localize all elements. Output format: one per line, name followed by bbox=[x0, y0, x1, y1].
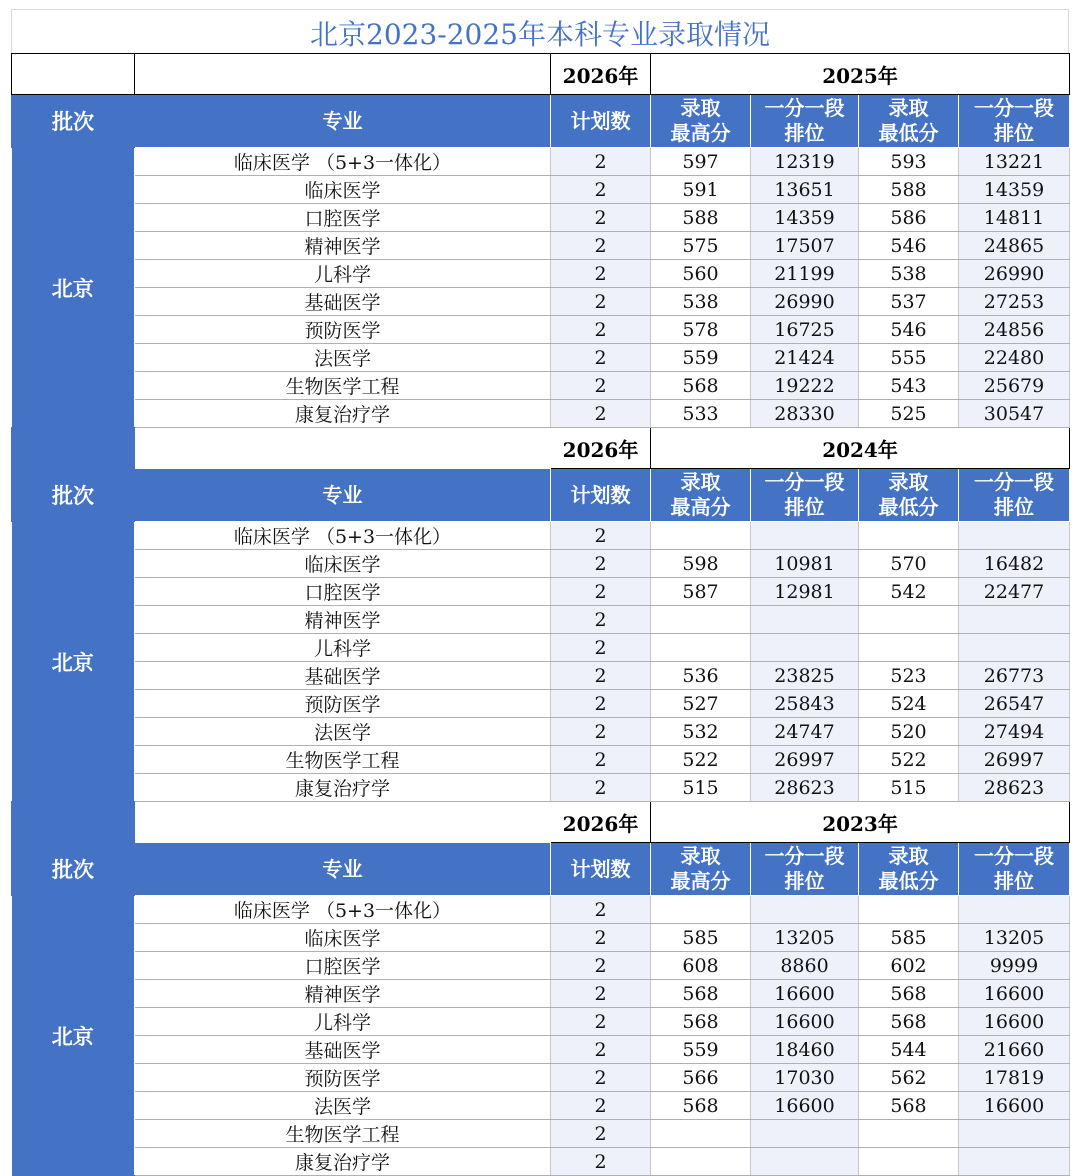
table-row bbox=[12, 1148, 1070, 1176]
table-row bbox=[12, 896, 1070, 924]
plan-cell: 2 bbox=[551, 774, 651, 802]
max-rank-cell: 21199 bbox=[751, 260, 859, 288]
blank-cell bbox=[135, 54, 551, 95]
max-rank-cell bbox=[751, 1148, 859, 1176]
column-header-row bbox=[12, 843, 1070, 896]
max-rank-cell: 16600 bbox=[751, 1008, 859, 1036]
major-cell: 预防医学 bbox=[135, 316, 551, 344]
min-score-cell: 542 bbox=[859, 578, 959, 606]
major-header: 专业 bbox=[135, 95, 551, 148]
major-cell: 基础医学 bbox=[135, 288, 551, 316]
min-score-cell: 568 bbox=[859, 1092, 959, 1120]
major-header: 专业 bbox=[135, 469, 551, 522]
major-cell: 儿科学 bbox=[135, 634, 551, 662]
min-score-cell: 522 bbox=[859, 746, 959, 774]
max-rank-header: 一分一段 排位 bbox=[751, 843, 859, 896]
min-rank-cell: 16600 bbox=[959, 1092, 1070, 1120]
plan-cell: 2 bbox=[551, 1120, 651, 1148]
table-row bbox=[12, 924, 1070, 952]
max-rank-cell: 23825 bbox=[751, 662, 859, 690]
plan-cell: 2 bbox=[551, 316, 651, 344]
table-row bbox=[12, 1092, 1070, 1120]
blank-cell bbox=[135, 802, 551, 843]
plan-cell: 2 bbox=[551, 204, 651, 232]
max-score-cell: 587 bbox=[651, 578, 751, 606]
min-score-cell: 515 bbox=[859, 774, 959, 802]
max-rank-cell: 8860 bbox=[751, 952, 859, 980]
plan-cell: 2 bbox=[551, 1008, 651, 1036]
plan-cell: 2 bbox=[551, 634, 651, 662]
plan-cell: 2 bbox=[551, 260, 651, 288]
major-cell: 精神医学 bbox=[135, 980, 551, 1008]
table-row bbox=[12, 232, 1070, 260]
max-rank-cell: 17030 bbox=[751, 1064, 859, 1092]
min-rank-cell: 16600 bbox=[959, 1008, 1070, 1036]
max-score-cell: 568 bbox=[651, 1092, 751, 1120]
plan-cell: 2 bbox=[551, 924, 651, 952]
max-score-cell: 560 bbox=[651, 260, 751, 288]
min-rank-header: 一分一段 排位 bbox=[959, 843, 1070, 896]
min-score-cell: 543 bbox=[859, 372, 959, 400]
major-cell: 生物医学工程 bbox=[135, 1120, 551, 1148]
min-rank-cell: 27494 bbox=[959, 718, 1070, 746]
major-cell: 基础医学 bbox=[135, 662, 551, 690]
min-rank-cell: 17819 bbox=[959, 1064, 1070, 1092]
max-score-cell bbox=[651, 634, 751, 662]
table-row bbox=[12, 316, 1070, 344]
max-score-cell: 575 bbox=[651, 232, 751, 260]
max-rank-cell: 13205 bbox=[751, 924, 859, 952]
plan-cell: 2 bbox=[551, 176, 651, 204]
max-score-cell: 578 bbox=[651, 316, 751, 344]
plan-cell: 2 bbox=[551, 400, 651, 428]
max-rank-cell: 10981 bbox=[751, 550, 859, 578]
major-cell: 法医学 bbox=[135, 344, 551, 372]
min-score-cell bbox=[859, 606, 959, 634]
major-header: 专业 bbox=[135, 843, 551, 896]
year-header-row bbox=[12, 802, 1070, 843]
min-rank-cell: 13221 bbox=[959, 148, 1070, 176]
batch-corner bbox=[12, 54, 135, 95]
min-score-cell: 523 bbox=[859, 662, 959, 690]
min-rank-cell bbox=[959, 634, 1070, 662]
plan-cell: 2 bbox=[551, 1036, 651, 1064]
table-row bbox=[12, 980, 1070, 1008]
plan-cell: 2 bbox=[551, 952, 651, 980]
max-score-cell: 568 bbox=[651, 1008, 751, 1036]
plan-year-label: 2026年 bbox=[551, 54, 651, 95]
plan-cell: 2 bbox=[551, 372, 651, 400]
max-score-cell bbox=[651, 1120, 751, 1148]
plan-year-label: 2026年 bbox=[551, 428, 651, 469]
max-rank-cell bbox=[751, 606, 859, 634]
max-score-cell: 559 bbox=[651, 344, 751, 372]
table-row bbox=[12, 550, 1070, 578]
min-score-cell: 570 bbox=[859, 550, 959, 578]
plan-cell: 2 bbox=[551, 1148, 651, 1176]
min-rank-cell: 26547 bbox=[959, 690, 1070, 718]
max-score-header: 录取 最高分 bbox=[651, 95, 751, 148]
max-rank-cell: 28623 bbox=[751, 774, 859, 802]
table-row bbox=[12, 606, 1070, 634]
plan-cell: 2 bbox=[551, 690, 651, 718]
table-row bbox=[12, 176, 1070, 204]
table-row bbox=[12, 746, 1070, 774]
major-cell: 临床医学 （5+3一体化） bbox=[135, 896, 551, 924]
plan-header: 计划数 bbox=[551, 469, 651, 522]
max-score-cell: 527 bbox=[651, 690, 751, 718]
table-row bbox=[12, 400, 1070, 428]
plan-cell: 2 bbox=[551, 550, 651, 578]
plan-cell: 2 bbox=[551, 606, 651, 634]
batch-header: 批次 bbox=[12, 95, 135, 148]
max-rank-cell: 21424 bbox=[751, 344, 859, 372]
plan-header: 计划数 bbox=[551, 843, 651, 896]
min-rank-cell bbox=[959, 522, 1070, 550]
table-row bbox=[12, 718, 1070, 746]
table-row bbox=[12, 1064, 1070, 1092]
batch-corner bbox=[12, 428, 135, 469]
min-score-header: 录取 最低分 bbox=[859, 843, 959, 896]
column-header-row bbox=[12, 95, 1070, 148]
batch-corner bbox=[12, 802, 135, 843]
max-rank-header: 一分一段 排位 bbox=[751, 95, 859, 148]
major-cell: 口腔医学 bbox=[135, 578, 551, 606]
batch-header: 批次 bbox=[12, 469, 135, 522]
min-rank-cell: 16482 bbox=[959, 550, 1070, 578]
plan-cell: 2 bbox=[551, 1064, 651, 1092]
major-cell: 基础医学 bbox=[135, 1036, 551, 1064]
plan-cell: 2 bbox=[551, 578, 651, 606]
min-score-cell: 546 bbox=[859, 232, 959, 260]
min-rank-cell: 21660 bbox=[959, 1036, 1070, 1064]
table-row bbox=[12, 522, 1070, 550]
min-score-cell: 546 bbox=[859, 316, 959, 344]
min-score-cell: 568 bbox=[859, 980, 959, 1008]
min-rank-cell bbox=[959, 896, 1070, 924]
blank-cell bbox=[135, 428, 551, 469]
plan-cell: 2 bbox=[551, 148, 651, 176]
max-rank-cell: 16600 bbox=[751, 1092, 859, 1120]
max-score-cell: 608 bbox=[651, 952, 751, 980]
table-row bbox=[12, 148, 1070, 176]
min-rank-cell: 22477 bbox=[959, 578, 1070, 606]
max-rank-cell bbox=[751, 1120, 859, 1148]
plan-cell: 2 bbox=[551, 232, 651, 260]
max-rank-cell bbox=[751, 522, 859, 550]
year-header-row bbox=[12, 428, 1070, 469]
max-rank-cell: 12981 bbox=[751, 578, 859, 606]
plan-cell: 2 bbox=[551, 980, 651, 1008]
table-row bbox=[12, 1008, 1070, 1036]
max-score-cell bbox=[651, 606, 751, 634]
min-score-cell: 537 bbox=[859, 288, 959, 316]
table-row bbox=[12, 1120, 1070, 1148]
max-rank-header: 一分一段 排位 bbox=[751, 469, 859, 522]
min-rank-cell: 27253 bbox=[959, 288, 1070, 316]
min-rank-cell: 16600 bbox=[959, 980, 1070, 1008]
max-rank-cell: 19222 bbox=[751, 372, 859, 400]
max-rank-cell bbox=[751, 634, 859, 662]
major-cell: 儿科学 bbox=[135, 260, 551, 288]
max-rank-cell: 17507 bbox=[751, 232, 859, 260]
max-score-cell: 568 bbox=[651, 372, 751, 400]
max-score-cell: 533 bbox=[651, 400, 751, 428]
column-header-row bbox=[12, 469, 1070, 522]
plan-cell: 2 bbox=[551, 522, 651, 550]
min-rank-cell: 24865 bbox=[959, 232, 1070, 260]
min-rank-cell: 14811 bbox=[959, 204, 1070, 232]
max-score-header: 录取 最高分 bbox=[651, 469, 751, 522]
plan-cell: 2 bbox=[551, 896, 651, 924]
table-row bbox=[12, 774, 1070, 802]
max-score-cell: 515 bbox=[651, 774, 751, 802]
major-cell: 临床医学 （5+3一体化） bbox=[135, 522, 551, 550]
major-cell: 口腔医学 bbox=[135, 204, 551, 232]
data-year-label: 2024年 bbox=[651, 428, 1070, 469]
plan-cell: 2 bbox=[551, 1092, 651, 1120]
max-rank-cell: 16725 bbox=[751, 316, 859, 344]
max-score-header: 录取 最高分 bbox=[651, 843, 751, 896]
major-cell: 精神医学 bbox=[135, 232, 551, 260]
major-cell: 精神医学 bbox=[135, 606, 551, 634]
min-score-cell bbox=[859, 1148, 959, 1176]
min-score-header: 录取 最低分 bbox=[859, 95, 959, 148]
major-cell: 临床医学 bbox=[135, 550, 551, 578]
plan-header: 计划数 bbox=[551, 95, 651, 148]
min-score-cell bbox=[859, 896, 959, 924]
data-year-label: 2023年 bbox=[651, 802, 1070, 843]
min-score-cell: 593 bbox=[859, 148, 959, 176]
max-score-cell bbox=[651, 896, 751, 924]
major-cell: 口腔医学 bbox=[135, 952, 551, 980]
plan-cell: 2 bbox=[551, 344, 651, 372]
min-rank-cell: 26997 bbox=[959, 746, 1070, 774]
min-rank-cell: 22480 bbox=[959, 344, 1070, 372]
max-rank-cell: 13651 bbox=[751, 176, 859, 204]
max-score-cell: 588 bbox=[651, 204, 751, 232]
min-rank-header: 一分一段 排位 bbox=[959, 469, 1070, 522]
table-row bbox=[12, 578, 1070, 606]
min-score-cell bbox=[859, 522, 959, 550]
table-row bbox=[12, 662, 1070, 690]
min-rank-cell bbox=[959, 606, 1070, 634]
min-rank-cell: 14359 bbox=[959, 176, 1070, 204]
min-score-cell: 585 bbox=[859, 924, 959, 952]
min-score-cell bbox=[859, 634, 959, 662]
min-rank-cell: 26773 bbox=[959, 662, 1070, 690]
table-row bbox=[12, 344, 1070, 372]
min-score-cell: 586 bbox=[859, 204, 959, 232]
batch-cell: 北京 bbox=[12, 148, 135, 428]
batch-cell: 北京 bbox=[12, 522, 135, 802]
min-score-cell: 538 bbox=[859, 260, 959, 288]
max-score-cell bbox=[651, 522, 751, 550]
max-rank-cell: 18460 bbox=[751, 1036, 859, 1064]
max-score-cell: 522 bbox=[651, 746, 751, 774]
max-score-cell: 597 bbox=[651, 148, 751, 176]
major-cell: 预防医学 bbox=[135, 1064, 551, 1092]
max-rank-cell: 12319 bbox=[751, 148, 859, 176]
major-cell: 儿科学 bbox=[135, 1008, 551, 1036]
max-score-cell: 532 bbox=[651, 718, 751, 746]
plan-cell: 2 bbox=[551, 718, 651, 746]
min-rank-cell: 30547 bbox=[959, 400, 1070, 428]
table-row bbox=[12, 260, 1070, 288]
major-cell: 法医学 bbox=[135, 718, 551, 746]
max-rank-cell: 28330 bbox=[751, 400, 859, 428]
sheet-title: 北京2023-2025年本科专业录取情况 bbox=[11, 9, 1069, 53]
min-rank-cell: 9999 bbox=[959, 952, 1070, 980]
plan-year-label: 2026年 bbox=[551, 802, 651, 843]
major-cell: 生物医学工程 bbox=[135, 372, 551, 400]
min-score-cell: 544 bbox=[859, 1036, 959, 1064]
min-score-header: 录取 最低分 bbox=[859, 469, 959, 522]
max-score-cell: 559 bbox=[651, 1036, 751, 1064]
major-cell: 法医学 bbox=[135, 1092, 551, 1120]
admission-sheet bbox=[11, 9, 1069, 1176]
major-cell: 康复治疗学 bbox=[135, 774, 551, 802]
min-score-cell: 602 bbox=[859, 952, 959, 980]
major-cell: 预防医学 bbox=[135, 690, 551, 718]
max-rank-cell: 26997 bbox=[751, 746, 859, 774]
min-score-cell: 555 bbox=[859, 344, 959, 372]
max-score-cell: 598 bbox=[651, 550, 751, 578]
max-score-cell: 566 bbox=[651, 1064, 751, 1092]
max-rank-cell: 14359 bbox=[751, 204, 859, 232]
max-score-cell: 585 bbox=[651, 924, 751, 952]
max-score-cell: 538 bbox=[651, 288, 751, 316]
major-cell: 生物医学工程 bbox=[135, 746, 551, 774]
max-rank-cell bbox=[751, 896, 859, 924]
min-rank-cell: 28623 bbox=[959, 774, 1070, 802]
min-rank-header: 一分一段 排位 bbox=[959, 95, 1070, 148]
min-score-cell: 520 bbox=[859, 718, 959, 746]
max-rank-cell: 26990 bbox=[751, 288, 859, 316]
major-cell: 康复治疗学 bbox=[135, 400, 551, 428]
min-rank-cell: 13205 bbox=[959, 924, 1070, 952]
max-rank-cell: 24747 bbox=[751, 718, 859, 746]
min-score-cell bbox=[859, 1120, 959, 1148]
min-rank-cell bbox=[959, 1120, 1070, 1148]
max-rank-cell: 16600 bbox=[751, 980, 859, 1008]
year-header-row bbox=[12, 54, 1070, 95]
table-row bbox=[12, 634, 1070, 662]
min-score-cell: 568 bbox=[859, 1008, 959, 1036]
max-score-cell: 568 bbox=[651, 980, 751, 1008]
batch-cell: 北京 bbox=[12, 896, 135, 1176]
table-row bbox=[12, 690, 1070, 718]
plan-cell: 2 bbox=[551, 288, 651, 316]
min-rank-cell: 26990 bbox=[959, 260, 1070, 288]
major-cell: 临床医学 bbox=[135, 176, 551, 204]
data-year-label: 2025年 bbox=[651, 54, 1070, 95]
plan-cell: 2 bbox=[551, 662, 651, 690]
min-rank-cell: 25679 bbox=[959, 372, 1070, 400]
min-score-cell: 562 bbox=[859, 1064, 959, 1092]
min-score-cell: 524 bbox=[859, 690, 959, 718]
batch-header: 批次 bbox=[12, 843, 135, 896]
min-rank-cell: 24856 bbox=[959, 316, 1070, 344]
max-score-cell: 591 bbox=[651, 176, 751, 204]
major-cell: 临床医学 （5+3一体化） bbox=[135, 148, 551, 176]
table-row bbox=[12, 204, 1070, 232]
min-score-cell: 588 bbox=[859, 176, 959, 204]
max-score-cell: 536 bbox=[651, 662, 751, 690]
table-row bbox=[12, 372, 1070, 400]
plan-cell: 2 bbox=[551, 746, 651, 774]
max-rank-cell: 25843 bbox=[751, 690, 859, 718]
admission-table bbox=[11, 53, 1070, 1176]
table-row bbox=[12, 288, 1070, 316]
table-row bbox=[12, 952, 1070, 980]
min-rank-cell bbox=[959, 1148, 1070, 1176]
major-cell: 康复治疗学 bbox=[135, 1148, 551, 1176]
max-score-cell bbox=[651, 1148, 751, 1176]
major-cell: 临床医学 bbox=[135, 924, 551, 952]
table-row bbox=[12, 1036, 1070, 1064]
min-score-cell: 525 bbox=[859, 400, 959, 428]
